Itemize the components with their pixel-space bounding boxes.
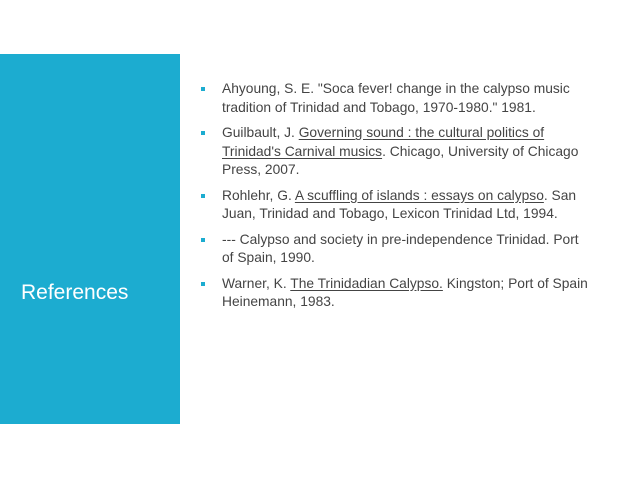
- reference-publication: . Chicago, University of Chicago Press, 2007.: [222, 143, 579, 177]
- title-panel: [0, 54, 180, 424]
- reference-title: Governing sound : the cultural politics of Trinidad's Carnival musics: [222, 125, 545, 159]
- reference-author: Rohlehr, G.: [222, 187, 292, 203]
- reference-title: A scuffling of islands : essays on calypso: [294, 187, 544, 203]
- reference-item-calypso-society: [198, 231, 588, 268]
- slide-title: References: [21, 281, 129, 304]
- bullet-icon: [201, 87, 205, 91]
- reference-author: Warner, K.: [222, 275, 287, 291]
- reference-text: "Soca fever! change in the calypso music tradition of Trinidad and Tobago, 1970-1980." 1981.: [222, 81, 570, 115]
- reference-publication: . San Juan, Trinidad and Tobago, Lexicon Trinidad Ltd, 1994.: [222, 187, 577, 221]
- reference-list: [198, 80, 588, 319]
- reference-publication: Kingston; Port of Spain Heinemann, 1983.: [222, 275, 588, 309]
- bullet-icon: [201, 131, 205, 135]
- reference-author: Guilbault, J.: [222, 125, 295, 140]
- reference-text: Calypso and society in pre-independence Trinidad. Port of Spain, 1990.: [222, 231, 579, 265]
- bullet-icon: [201, 194, 205, 198]
- reference-author: Ahyoung, S. E.: [222, 81, 315, 96]
- reference-item-rohlehr: [198, 187, 588, 224]
- reference-title: The Trinidadian Calypso.: [290, 275, 443, 291]
- reference-item-guilbault: [198, 124, 588, 180]
- bullet-icon: [201, 282, 205, 286]
- reference-item-warner: [198, 275, 588, 312]
- reference-author: ---: [222, 231, 236, 247]
- bullet-icon: [201, 238, 205, 242]
- reference-item-ahyoung: [198, 80, 588, 117]
